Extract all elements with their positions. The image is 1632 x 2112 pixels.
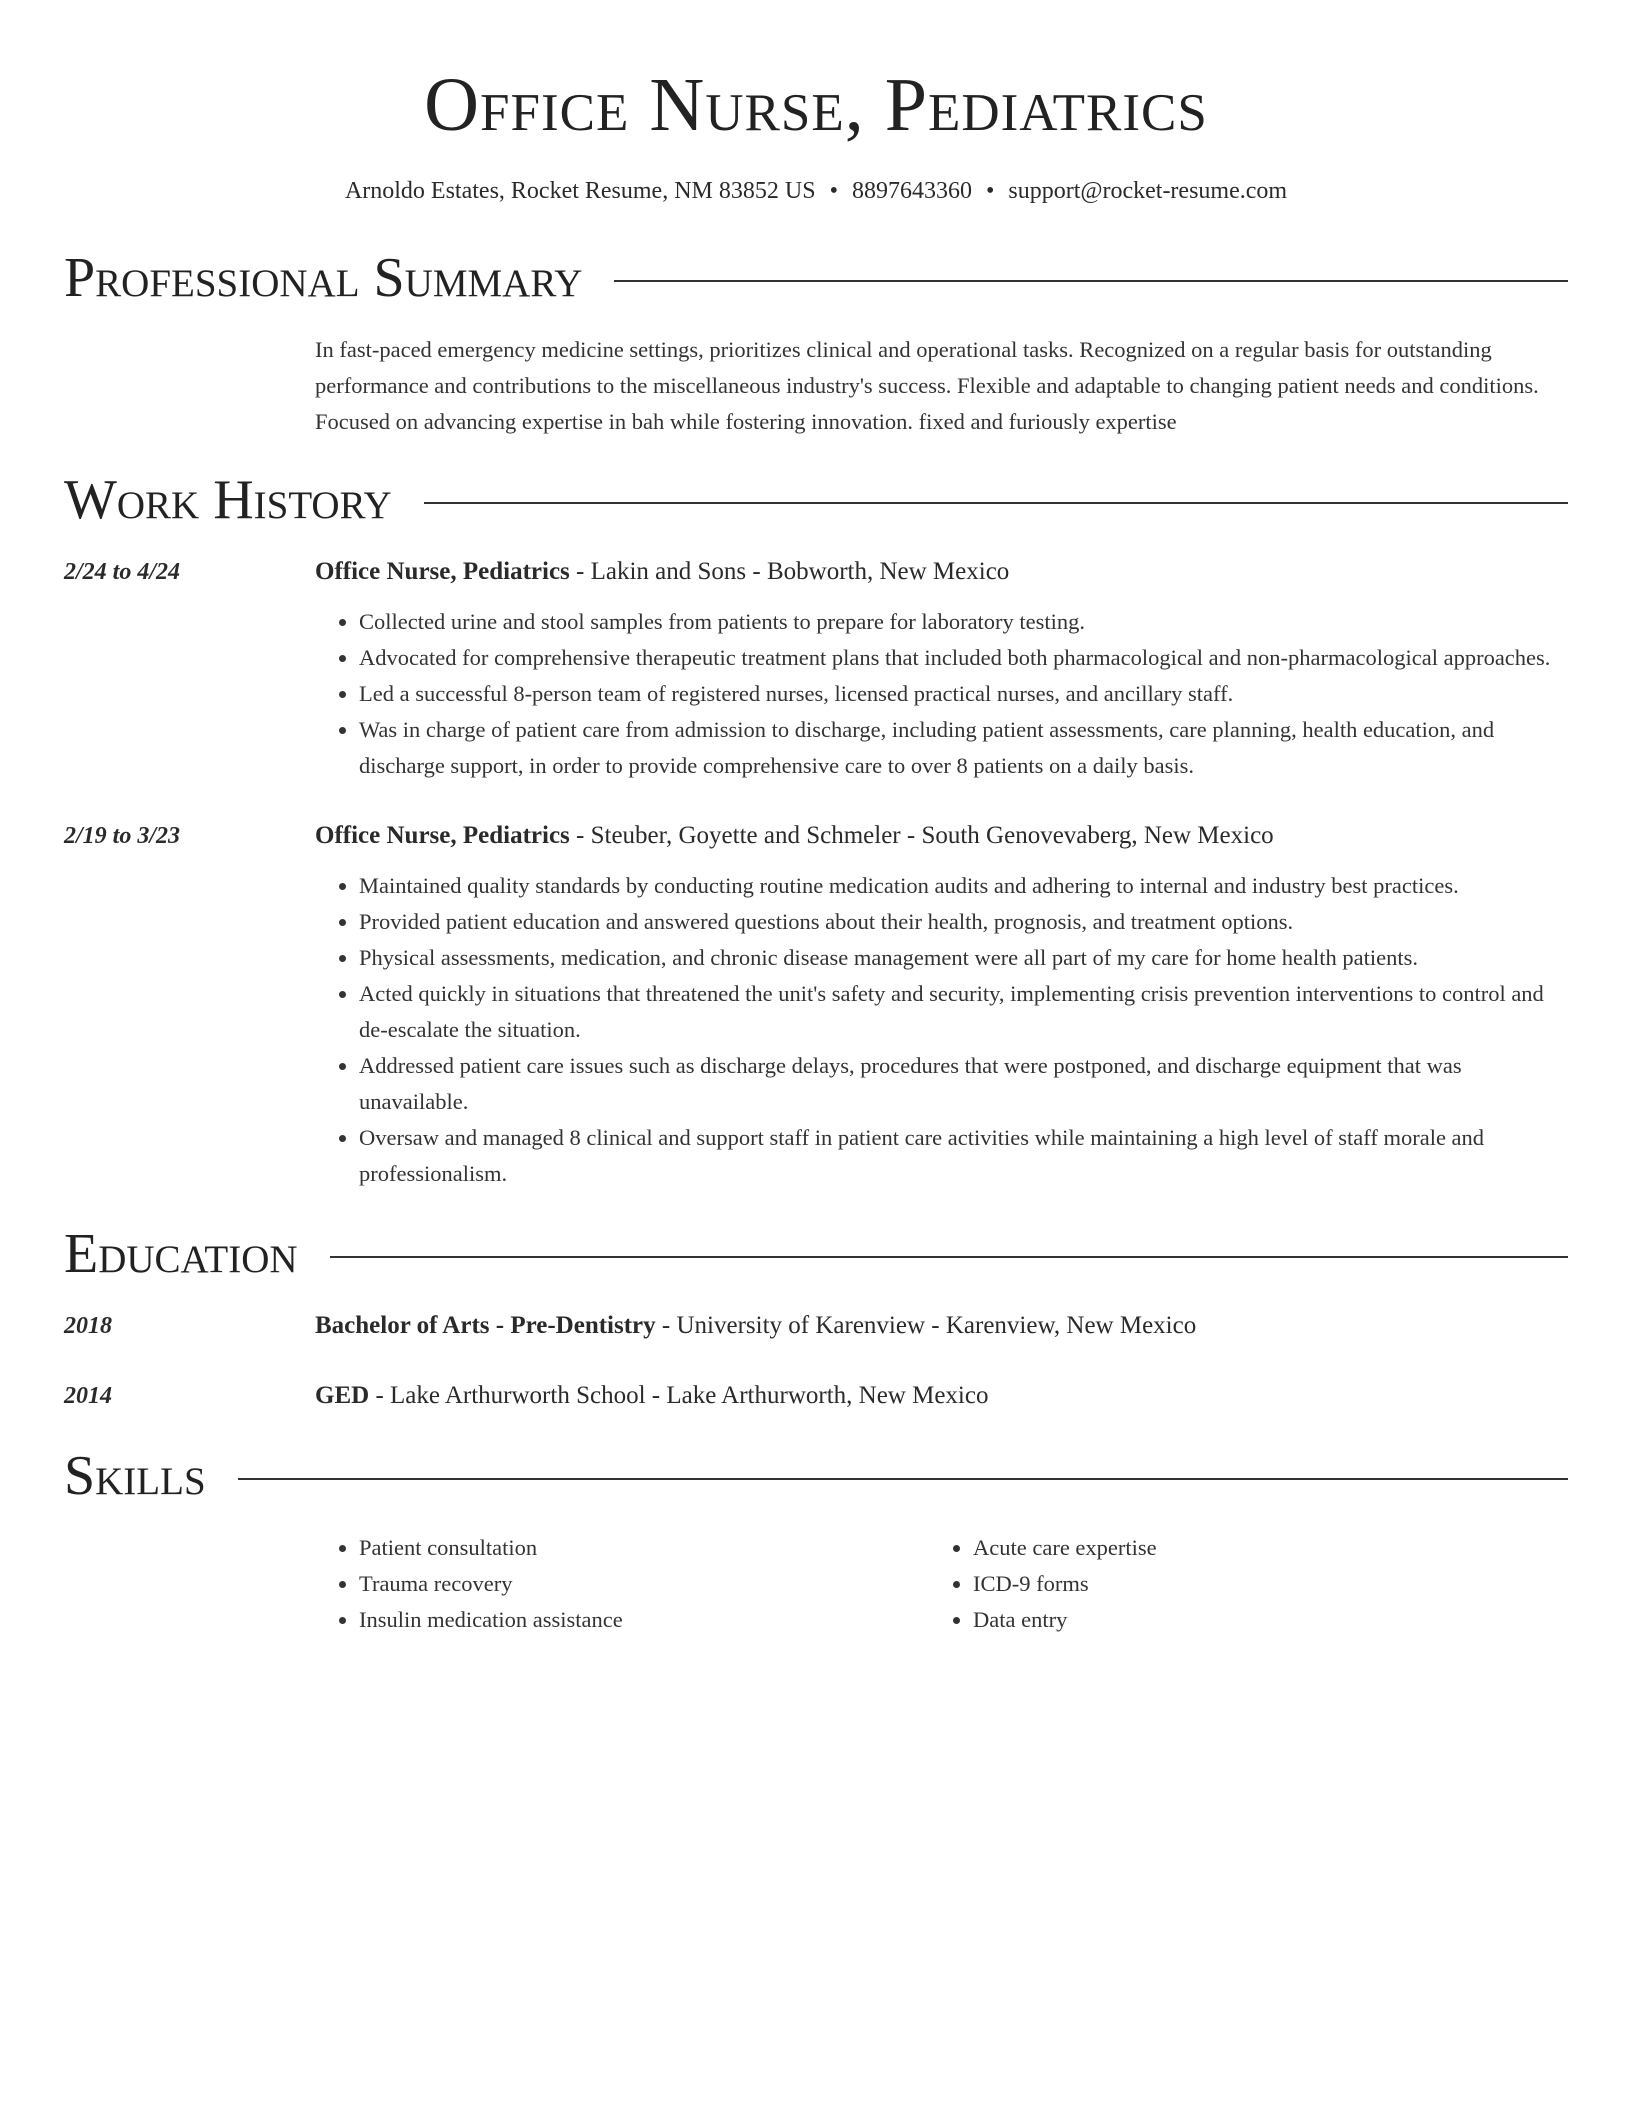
section-divider — [614, 280, 1568, 282]
work-date: 2/24 to 4/24 — [64, 559, 181, 585]
list-item: • Physical assessments, medication, and chronic disease management were all part of my care for home health patients. — [359, 940, 1568, 976]
summary-text: In fast-paced emergency medicine settings, prioritizes clinical and operational tasks. Recognized on a regular basis for outstanding performance and contributions to the miscellaneous industry's success. Flexible and adaptable to changing patient needs and conditions. Focused on advancing expertise in bah while fostering innovation. fixed and furiously expertise — [315, 337, 1539, 434]
list-item: • Insulin medication assistance — [359, 1602, 929, 1638]
address: Arnoldo Estates, Rocket Resume, NM 83852 US — [344, 178, 816, 204]
list-item: • Acted quickly in situations that threatened the unit's safety and security, implementing crisis prevention interventions to control and de-escalate the situation. — [359, 976, 1568, 1048]
skills-section-header — [64, 1444, 1568, 1508]
skills-column-left — [315, 1530, 929, 1638]
education-title-line — [315, 1308, 1568, 1344]
education-date: 2018 — [64, 1313, 112, 1339]
section-divider — [238, 1478, 1568, 1480]
work-bullets — [315, 604, 1568, 784]
list-item: • Oversaw and managed 8 clinical and support staff in patient care activities while maintaining a high level of staff morale and professionalism. — [359, 1120, 1568, 1192]
phone: 8897643360 — [851, 178, 972, 204]
education-section-header — [64, 1222, 1568, 1286]
list-item: • Maintained quality standards by conducting routine medication audits and adhering to internal and industry best practices. — [359, 868, 1568, 904]
list-item: • ICD-9 forms — [973, 1566, 1543, 1602]
summary-heading: Professional Summary — [64, 247, 583, 309]
job-title: Office Nurse, Pediatrics — [315, 558, 570, 585]
work-entry — [64, 554, 1568, 784]
education-title-line — [315, 1378, 1568, 1414]
separator-dot: • — [985, 178, 995, 204]
section-divider — [424, 502, 1568, 504]
summary-section-header — [64, 246, 1568, 310]
work-bullets — [315, 868, 1568, 1192]
work-title-line — [315, 554, 1568, 590]
list-item: • Acute care expertise — [973, 1530, 1543, 1566]
section-divider — [330, 1256, 1568, 1258]
candidate-name: Office Nurse, Pediatrics — [424, 63, 1208, 147]
list-item: • Addressed patient care issues such as discharge delays, procedures that were postponed, and discharge equipment that was unavailable. — [359, 1048, 1568, 1120]
education-entry — [64, 1378, 1568, 1414]
education-date: 2014 — [64, 1383, 112, 1409]
list-item: • Data entry — [973, 1602, 1543, 1638]
education-body — [315, 1378, 1568, 1414]
degree: Bachelor of Arts - Pre-Dentistry — [315, 1312, 656, 1339]
work-body — [315, 554, 1568, 784]
skills-heading: Skills — [64, 1445, 206, 1507]
list-item: • Provided patient education and answered questions about their health, prognosis, and treatment options. — [359, 904, 1568, 940]
contact-line — [64, 174, 1568, 208]
education-entry — [64, 1308, 1568, 1344]
list-item: • Trauma recovery — [359, 1566, 929, 1602]
job-details: - Steuber, Goyette and Schmeler - South Genovevaberg, New Mexico — [569, 822, 1274, 849]
list-item: • Patient consultation — [359, 1530, 929, 1566]
degree: GED — [315, 1382, 370, 1409]
work-body — [315, 818, 1568, 1192]
education-body — [315, 1308, 1568, 1344]
school-details: - Lake Arthurworth School - Lake Arthurworth, New Mexico — [369, 1382, 989, 1409]
work-section-header — [64, 468, 1568, 532]
skills-list — [315, 1530, 1568, 1638]
job-details: - Lakin and Sons - Bobworth, New Mexico — [569, 558, 1010, 585]
work-heading: Work History — [64, 469, 392, 531]
list-item: • Was in charge of patient care from admission to discharge, including patient assessments, care planning, health education, and discharge support, in order to provide comprehensive care to over 8 patients on a daily basis. — [359, 712, 1568, 784]
list-item: • Advocated for comprehensive therapeutic treatment plans that included both pharmacological and non-pharmacological approaches. — [359, 640, 1568, 676]
work-date: 2/19 to 3/23 — [64, 823, 181, 849]
work-entry — [64, 818, 1568, 1192]
list-item: • Led a successful 8-person team of registered nurses, licensed practical nurses, and ancillary staff. — [359, 676, 1568, 712]
school-details: - University of Karenview - Karenview, New Mexico — [655, 1312, 1197, 1339]
email: support@rocket-resume.com — [1008, 178, 1288, 204]
separator-dot: • — [829, 178, 838, 204]
skills-column-right — [929, 1530, 1543, 1638]
work-title-line — [315, 818, 1568, 854]
list-item: • Collected urine and stool samples from patients to prepare for laboratory testing. — [359, 604, 1568, 640]
job-title: Office Nurse, Pediatrics — [315, 822, 570, 849]
education-heading: Education — [64, 1223, 298, 1285]
